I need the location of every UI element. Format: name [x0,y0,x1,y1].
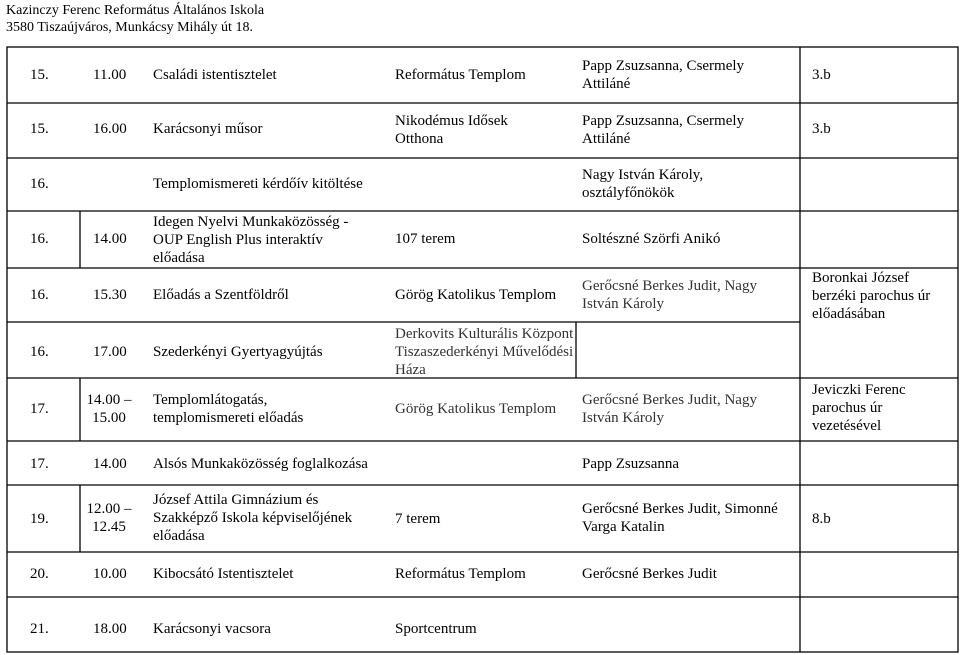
cell-person: Papp Zsuzsanna, Csermely Attiláné [582,113,745,147]
cell-place: Református Templom [395,67,526,83]
cell-day: 16. [30,287,49,303]
cell-person: Gerőcsné Berkes Judit, Nagy István Károly [582,278,757,312]
cell-time: 14.00 [93,231,127,247]
cell-event: Kibocsátó Istentisztelet [153,566,294,582]
cell-event: József Attila Gimnázium és Szakképző Iskola képviselőjének előadása [153,492,353,544]
cell-event: Karácsonyi vacsora [153,621,271,637]
cell-day: 16. [30,176,49,192]
cell-person: Soltészné Szörfi Anikó [582,231,721,247]
cell-person: Papp Zsuzsanna [582,456,680,472]
cell-person: Papp Zsuzsanna, Csermely Attiláné [582,58,745,92]
cell-time: 10.00 [93,566,127,582]
cell-note: 3.b [812,121,831,137]
cell-person: Gerőcsné Berkes Judit, Nagy István Károly [582,392,757,426]
cell-day: 20. [30,566,49,582]
cell-place: Nikodémus Idősek Otthona [395,113,508,147]
cell-event: Családi istentisztelet [153,67,277,83]
cell-note: Jeviczki Ferenc parochus úr vezetésével [812,382,906,434]
cell-event: Karácsonyi műsor [153,121,263,137]
school-name: Kazinczy Ferenc Református Általános Iskola [6,3,265,18]
cell-event: Idegen Nyelvi Munkaközösség - OUP English Plus interaktív előadása [153,214,349,266]
cell-note: Boronkai József berzéki parochus úr előadásában [812,270,931,322]
cell-note: 8.b [812,511,831,527]
cell-place: Görög Katolikus Templom [395,287,557,303]
cell-time: 14.00 – 15.00 [86,392,132,426]
cell-place: 107 terem [395,231,456,247]
cell-time: 16.00 [93,121,127,137]
cell-event: Előadás a Szentföldről [153,287,289,303]
cell-place: Református Templom [395,566,526,582]
cell-person: Gerőcsné Berkes Judit, Simonné Varga Katalin [582,501,778,535]
cell-day: 21. [30,621,49,637]
cell-day: 15. [30,121,49,137]
cell-place: Derkovits Kulturális Központ Tiszaszederkényi Művelődési Háza [395,326,574,378]
cell-place: 7 terem [395,511,441,527]
cell-time: 14.00 [93,456,127,472]
cell-day: 19. [30,511,49,527]
cell-day: 17. [30,401,49,417]
cell-event: Templomismereti kérdőív kitöltése [153,176,363,192]
cell-time: 15.30 [93,287,127,303]
cell-day: 17. [30,456,49,472]
school-address: 3580 Tiszaújváros, Munkácsy Mihály út 18. [6,20,253,35]
cell-time: 11.00 [93,67,127,83]
cell-day: 16. [30,344,49,360]
cell-place: Görög Katolikus Templom [395,401,557,417]
cell-event: Alsós Munkaközösség foglalkozása [153,456,368,472]
cell-time: 12.00 – 12.45 [86,501,132,535]
cell-day: 16. [30,231,49,247]
cell-time: 18.00 [93,621,127,637]
cell-place: Sportcentrum [395,621,477,637]
cell-person: Gerőcsné Berkes Judit [582,566,717,582]
cell-note: 3.b [812,67,831,83]
cell-event: Szederkényi Gyertyagyújtás [153,344,323,360]
cell-person: Nagy István Károly, osztályfőnökök [582,167,704,201]
cell-event: Templomlátogatás, templomismereti előadás [153,392,304,426]
cell-time: 17.00 [93,344,127,360]
cell-day: 15. [30,67,49,83]
